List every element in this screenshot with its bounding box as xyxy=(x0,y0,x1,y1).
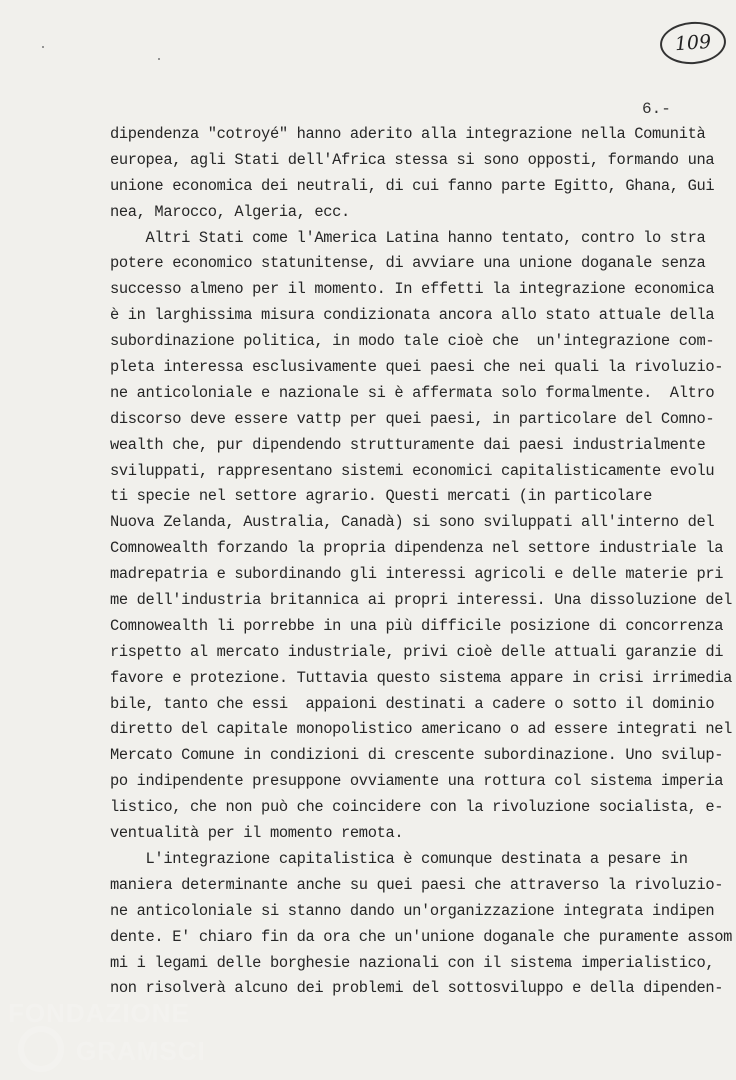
watermark-emblem-icon xyxy=(18,1026,64,1072)
text-line: subordinazione politica, in modo tale cioè che un'integrazione com- xyxy=(110,332,715,351)
ink-speck xyxy=(158,58,160,60)
text-line: è in larghissima misura condizionata ancora allo stato attuale della xyxy=(110,306,715,325)
text-line: maniera determinante anche su quei paesi che attraverso la rivoluzio- xyxy=(110,875,724,894)
watermark-logo xyxy=(8,996,208,1076)
text-line: me dell'industria britannica ai propri interessi. Una dissoluzione del xyxy=(110,591,733,610)
text-line: sviluppati, rappresentano sistemi economici capitalisticamente evolu xyxy=(110,461,715,480)
text-line: Comnowealth li porrebbe in una più difficile posizione di concorrenza xyxy=(110,616,724,635)
text-line: dente. E' chiaro fin da ora che un'unione doganale che puramente assom xyxy=(110,927,733,946)
watermark-line-2: GRAMSCI xyxy=(76,1036,206,1066)
text-line: bile, tanto che essi appaioni destinati a cadere o sotto il dominio xyxy=(110,694,715,713)
text-line: favore e protezione. Tuttavia questo sistema appare in crisi irrimedia xyxy=(110,668,733,687)
text-line: wealth che, pur dipendendo strutturamente dai paesi industrialmente xyxy=(110,435,706,454)
text-line: listico, che non può che coincidere con la rivoluzione socialista, e- xyxy=(110,798,724,817)
typewritten-text xyxy=(110,122,733,1002)
text-line: Comnowealth forzando la propria dipendenza nel settore industriale la xyxy=(110,539,724,558)
text-line: successo almeno per il momento. In effetti la integrazione economica xyxy=(110,280,715,299)
text-line: potere economico statunitense, di avviare una unione doganale senza xyxy=(110,254,706,273)
text-line: non risolverà alcuno dei problemi del sottosviluppo e della dipenden- xyxy=(110,979,724,998)
text-line: ne anticoloniale si stanno dando un'organizzazione integrata indipen xyxy=(110,901,715,920)
text-line: po indipendente presuppone ovviamente una rottura col sistema imperia xyxy=(110,772,724,791)
ink-speck xyxy=(42,46,44,48)
text-line: L'integrazione capitalistica è comunque destinata a pesare in xyxy=(110,849,688,868)
text-line: dipendenza "cotroyé" hanno aderito alla integrazione nella Comunità xyxy=(110,125,706,143)
page-number: 6.- xyxy=(642,100,671,118)
text-line: europea, agli Stati dell'Africa stessa si sono opposti, formando una xyxy=(110,150,715,169)
watermark-line-1: FONDAZIONE xyxy=(8,998,190,1028)
text-line: rispetto al mercato industriale, privi cioè delle attuali garanzie di xyxy=(110,642,724,661)
text-line: mi i legami delle borghesie nazionali con il sistema imperialistico, xyxy=(110,953,715,972)
text-line: nea, Marocco, Algeria, ecc. xyxy=(110,202,350,221)
text-line: Mercato Comune in condizioni di crescente subordinazione. Uno svilup- xyxy=(110,746,724,765)
archive-number-stamp xyxy=(659,20,728,67)
text-line: pleta interessa esclusivamente quei paesi che nei quali la rivoluzio- xyxy=(110,358,724,377)
text-line: ti specie nel settore agrario. Questi mercati (in particolare xyxy=(110,487,653,506)
text-line: Nuova Zelanda, Australia, Canadà) si sono sviluppati all'interno del xyxy=(110,513,715,532)
text-line: discorso deve essere vattp per quei paesi, in particolare del Comno- xyxy=(110,409,715,428)
archive-number: 109 xyxy=(674,30,712,56)
text-line: diretto del capitale monopolistico americano o ad essere integrati nel xyxy=(110,720,733,739)
text-line: Altri Stati come l'America Latina hanno tentato, contro lo stra xyxy=(110,228,706,247)
text-line: unione economica dei neutrali, di cui fanno parte Egitto, Ghana, Gui xyxy=(110,176,715,195)
text-line: madrepatria e subordinando gli interessi agricoli e delle materie pri xyxy=(110,565,724,584)
text-line: ventualità per il momento remota. xyxy=(110,824,404,843)
text-line: ne anticoloniale e nazionale si è affermata solo formalmente. Altro xyxy=(110,383,715,402)
